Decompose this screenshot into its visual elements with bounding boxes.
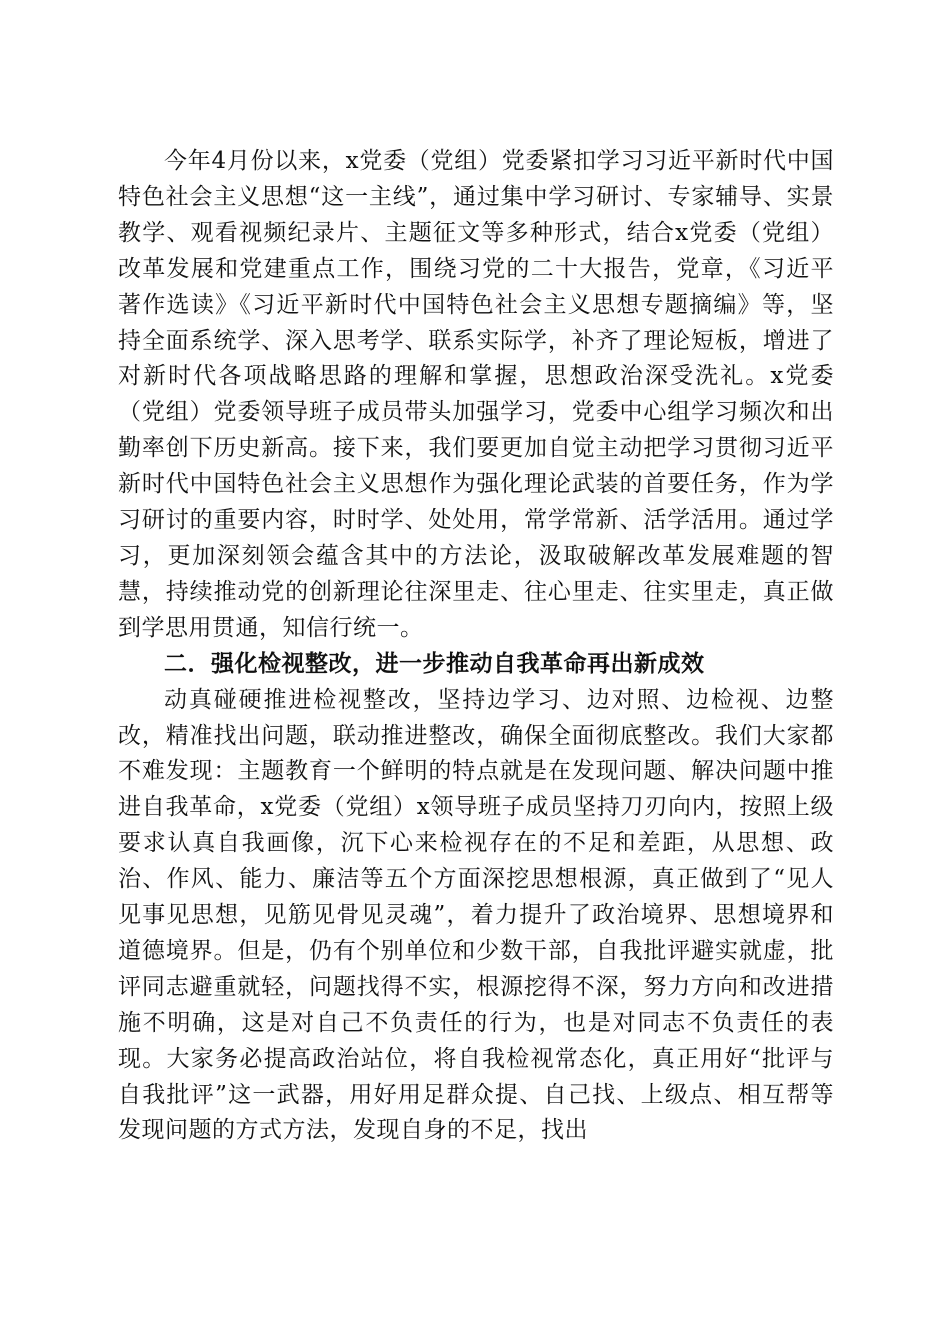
document-body [118, 144, 834, 1149]
section-heading-rectification: 二．强化检视整改，进一步推动自我革命再出新成效 [164, 650, 705, 677]
body-paragraph-study: 今年4月份以来，x党委（党组）党委紧扣学习习近平新时代中国特色社会主义思想“这一主线”，通过集中学习研讨、专家辅导、实景教学、观看视频纪录片、主题征文等多种形式，结合x党委（党组）改革发展和党建重点工作，围绕习党的二十大报告，党章，《习近平著作选读》《习近平新时代中国特色社会主义思想专题摘编》等，坚持全面系统学、深入思考学、联系实际学，补齐了理论短板，增进了对新时代各项战略思路的理解和掌握，思想政治深受洗礼。x党委（党组）党委领导班子成员带头加强学习，党委中心组学习频次和出勤率创下历史新高。接下来，我们要更加自觉主动把学习贯彻习近平新时代中国特色社会主义思想作为强化理论武装的首要任务，作为学习研讨的重要内容，时时学、处处用，常学常新、活学活用。通过学习，更加深刻领会蕴含其中的方法论，汲取破解改革发展难题的智慧，持续推动党的创新理论往深里走、往心里走、往实里走，真正做到学思用贯通，知信行统一。 [118, 148, 834, 641]
body-paragraph-rectification: 动真碰硬推进检视整改，坚持边学习、边对照、边检视、边整改，精准找出问题，联动推进整改，确保全面彻底整改。我们大家都不难发现：主题教育一个鲜明的特点就是在发现问题、解决问题中推进自我革命，x党委（党组）x领导班子成员坚持刀刃向内，按照上级要求认真自我画像，沉下心来检视存在的不足和差距，从思想、政治、作风、能力、廉洁等五个方面深挖思想根源，真正做到了“见人见事见思想，见筋见骨见灵魂”，着力提升了政治境界、思想境界和道德境界。但是，仍有个别单位和少数干部，自我批评避实就虚，批评同志避重就轻，问题找得不实，根源挖得不深，努力方向和改进措施不明确，这是对自己不负责任的行为，也是对同志不负责任的表现。大家务必提高政治站位，将自我检视常态化，真正用好“批评与自我批评”这一武器，用好用足群众提、自己找、上级点、相互帮等发现问题的方式方法，发现自身的不足，找出 [118, 686, 834, 1144]
